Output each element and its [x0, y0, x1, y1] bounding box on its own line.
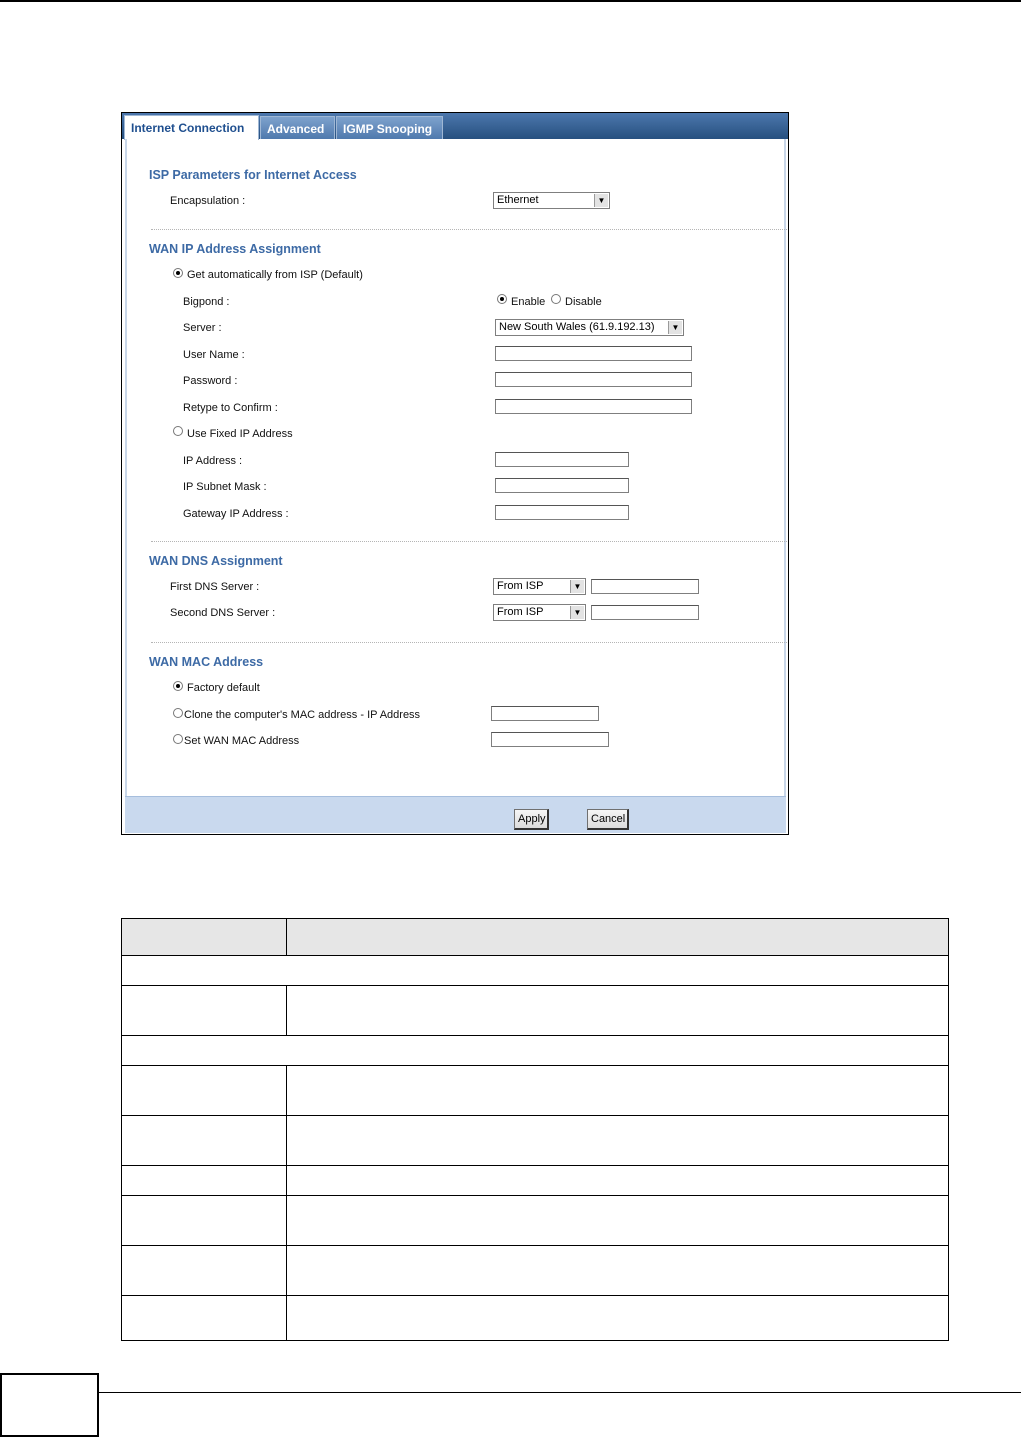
table-row: [122, 985, 948, 986]
server-label: Server :: [183, 322, 222, 334]
username-input[interactable]: [495, 346, 692, 361]
get-automatically-radio[interactable]: [173, 268, 183, 278]
page-number-box: [0, 1373, 99, 1437]
ip-address-label: IP Address :: [183, 455, 243, 467]
page-top-rule: [0, 0, 1021, 2]
first-dns-label: First DNS Server :: [170, 581, 260, 593]
chevron-down-icon[interactable]: ▼: [594, 194, 608, 207]
get-automatically-label: Get automatically from ISP (Default): [187, 269, 363, 281]
table-row: [122, 1165, 948, 1166]
fixed-ip-radio[interactable]: [173, 426, 183, 436]
form-content: [125, 139, 786, 796]
wan-ip-section-title: WAN IP Address Assignment: [149, 242, 321, 256]
tab-igmp-snooping[interactable]: IGMP Snooping: [336, 116, 443, 139]
chevron-down-icon[interactable]: ▼: [570, 606, 584, 619]
first-dns-select[interactable]: [493, 578, 586, 595]
bigpond-label: Bigpond :: [183, 296, 230, 308]
table-column-divider: [286, 919, 287, 955]
field-description-table: [121, 918, 949, 1341]
password-label: Password :: [183, 375, 238, 387]
subnet-mask-input[interactable]: [495, 478, 629, 493]
server-select[interactable]: [495, 319, 684, 336]
bigpond-disable-radio[interactable]: [551, 294, 561, 304]
encapsulation-value: Ethernet: [497, 194, 539, 206]
tab-internet-connection[interactable]: Internet Connection: [124, 115, 259, 140]
table-row: [122, 1295, 948, 1296]
section-divider: [151, 541, 787, 542]
first-dns-value: From ISP: [497, 580, 544, 592]
retype-label: Retype to Confirm :: [183, 402, 278, 414]
first-dns-input[interactable]: [591, 579, 699, 594]
username-label: User Name :: [183, 349, 245, 361]
apply-button[interactable]: Apply: [514, 809, 549, 830]
table-row: [122, 1115, 948, 1116]
second-dns-label: Second DNS Server :: [170, 607, 276, 619]
button-bar: [125, 796, 786, 833]
ip-address-input[interactable]: [495, 452, 629, 467]
section-divider: [151, 229, 787, 230]
mac-section-title: WAN MAC Address: [149, 655, 264, 669]
table-row: [122, 1245, 948, 1246]
clone-mac-radio[interactable]: [173, 708, 183, 718]
factory-default-radio[interactable]: [173, 681, 183, 691]
tab-bar: [122, 113, 788, 139]
dns-section-title: WAN DNS Assignment: [149, 554, 283, 568]
retype-password-input[interactable]: [495, 399, 692, 414]
password-input[interactable]: [495, 372, 692, 387]
clone-ip-input[interactable]: [491, 706, 599, 721]
gateway-input[interactable]: [495, 505, 629, 520]
clone-mac-label: Clone the computer's MAC address - IP Address: [184, 709, 421, 721]
second-dns-select[interactable]: [493, 604, 586, 621]
cancel-button[interactable]: Cancel: [587, 809, 629, 830]
chevron-down-icon[interactable]: ▼: [570, 580, 584, 593]
set-mac-label: Set WAN MAC Address: [184, 735, 300, 747]
fixed-ip-label: Use Fixed IP Address: [187, 428, 293, 440]
set-mac-radio[interactable]: [173, 734, 183, 744]
section-divider: [151, 642, 787, 643]
factory-default-label: Factory default: [187, 682, 260, 694]
encapsulation-select[interactable]: [493, 192, 610, 209]
bigpond-enable-label: Enable: [511, 296, 546, 308]
second-dns-value: From ISP: [497, 606, 544, 618]
isp-section-title: ISP Parameters for Internet Access: [149, 168, 357, 182]
table-column-divider: [286, 1066, 287, 1340]
server-value: New South Wales (61.9.192.13): [499, 321, 655, 333]
set-mac-input[interactable]: [491, 732, 609, 747]
screenshot-frame: [121, 112, 789, 835]
table-row: [122, 1195, 948, 1196]
table-column-divider: [286, 986, 287, 1035]
subnet-mask-label: IP Subnet Mask :: [183, 481, 267, 493]
table-row: [122, 1065, 948, 1066]
encapsulation-label: Encapsulation :: [170, 195, 246, 207]
bigpond-enable-radio[interactable]: [497, 294, 507, 304]
bigpond-disable-label: Disable: [565, 296, 602, 308]
gateway-label: Gateway IP Address :: [183, 508, 289, 520]
tab-advanced[interactable]: Advanced: [260, 116, 335, 139]
second-dns-input[interactable]: [591, 605, 699, 620]
page-footer-rule: [99, 1392, 1021, 1393]
chevron-down-icon[interactable]: ▼: [668, 321, 682, 334]
table-header-row: [122, 919, 948, 956]
table-row: [122, 1035, 948, 1036]
